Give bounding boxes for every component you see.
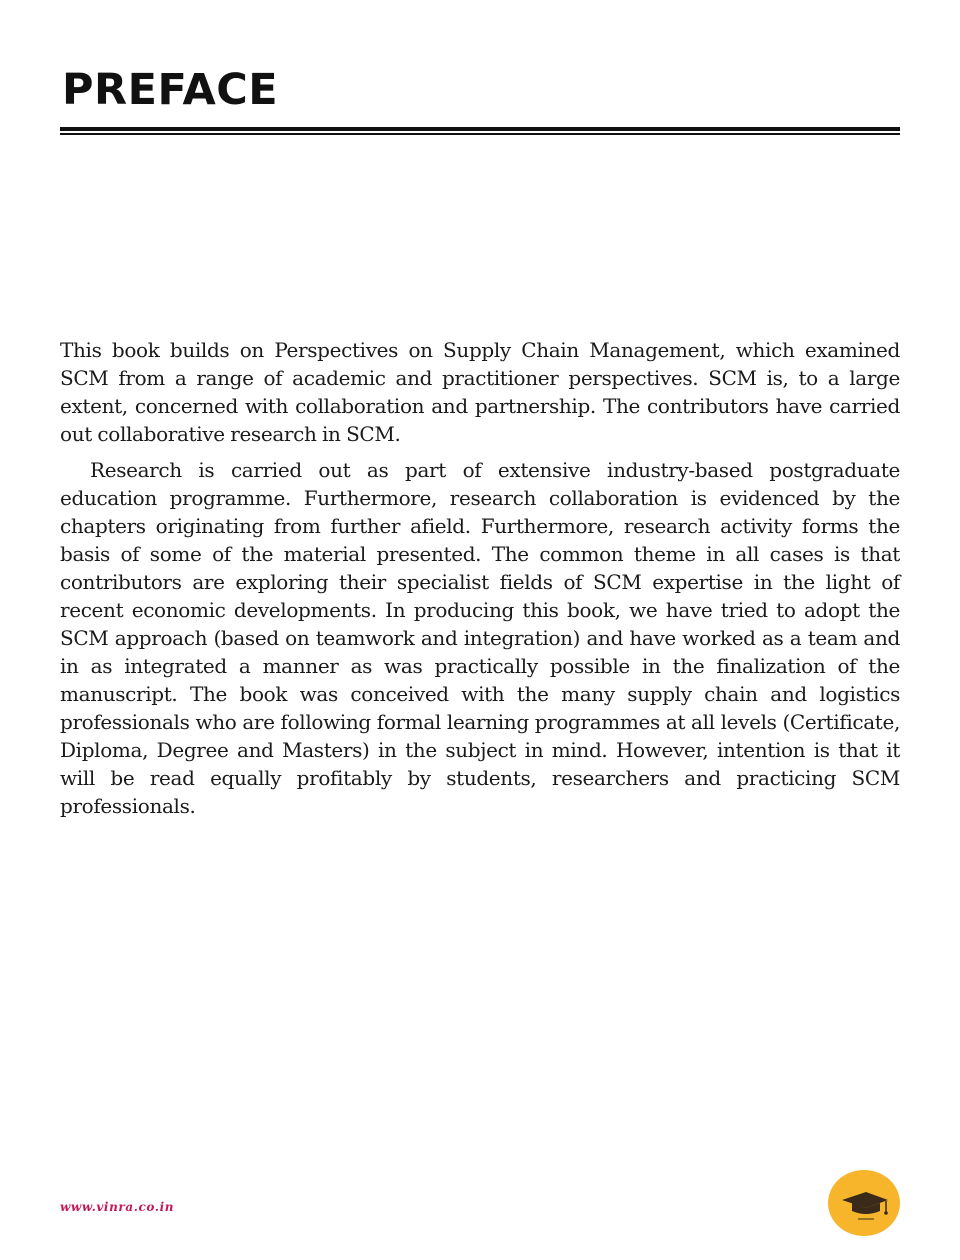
- title-rule-thin: [60, 133, 900, 135]
- paragraph-2: Research is carried out as part of extensive industry-based postgraduate education programme. Furthermore, research collaboration is evidenced by the chapters originating from further afield. Furthermore, research activity forms the basis of some of the material presented. The common theme in all cases is that contributors are exploring their specialist fields of SCM expertise in the light of recent economic developments. In producing this book, we have tried to adopt the SCM approach (based on teamwork and integration) and have worked as a team and in as integrated a manner as was practically possible in the finalization of the manuscript. The book was conceived with the many supply chain and logistics professionals who are following formal learning programmes at all levels (Certificate, Diploma, Degree and Masters) in the subject in mind. However, intention is that it will be read equally profitably by students, researchers and practicing SCM professionals.: [60, 458, 900, 818]
- title-rule-thick: [60, 127, 900, 131]
- page-title: PREFACE: [62, 65, 279, 115]
- footer-url[interactable]: www.vinra.co.in: [60, 1200, 175, 1214]
- paragraph-1: This book builds on Perspectives on Supply Chain Management, which examined SCM from a range of academic and practitioner perspectives. SCM is, to a large extent, concerned with collaboration and partnership. The contributors have carried out collaborative research in SCM.: [60, 338, 900, 446]
- publisher-logo: [828, 1170, 900, 1236]
- graduation-cap-icon: [828, 1170, 900, 1236]
- preface-body: [60, 336, 900, 828]
